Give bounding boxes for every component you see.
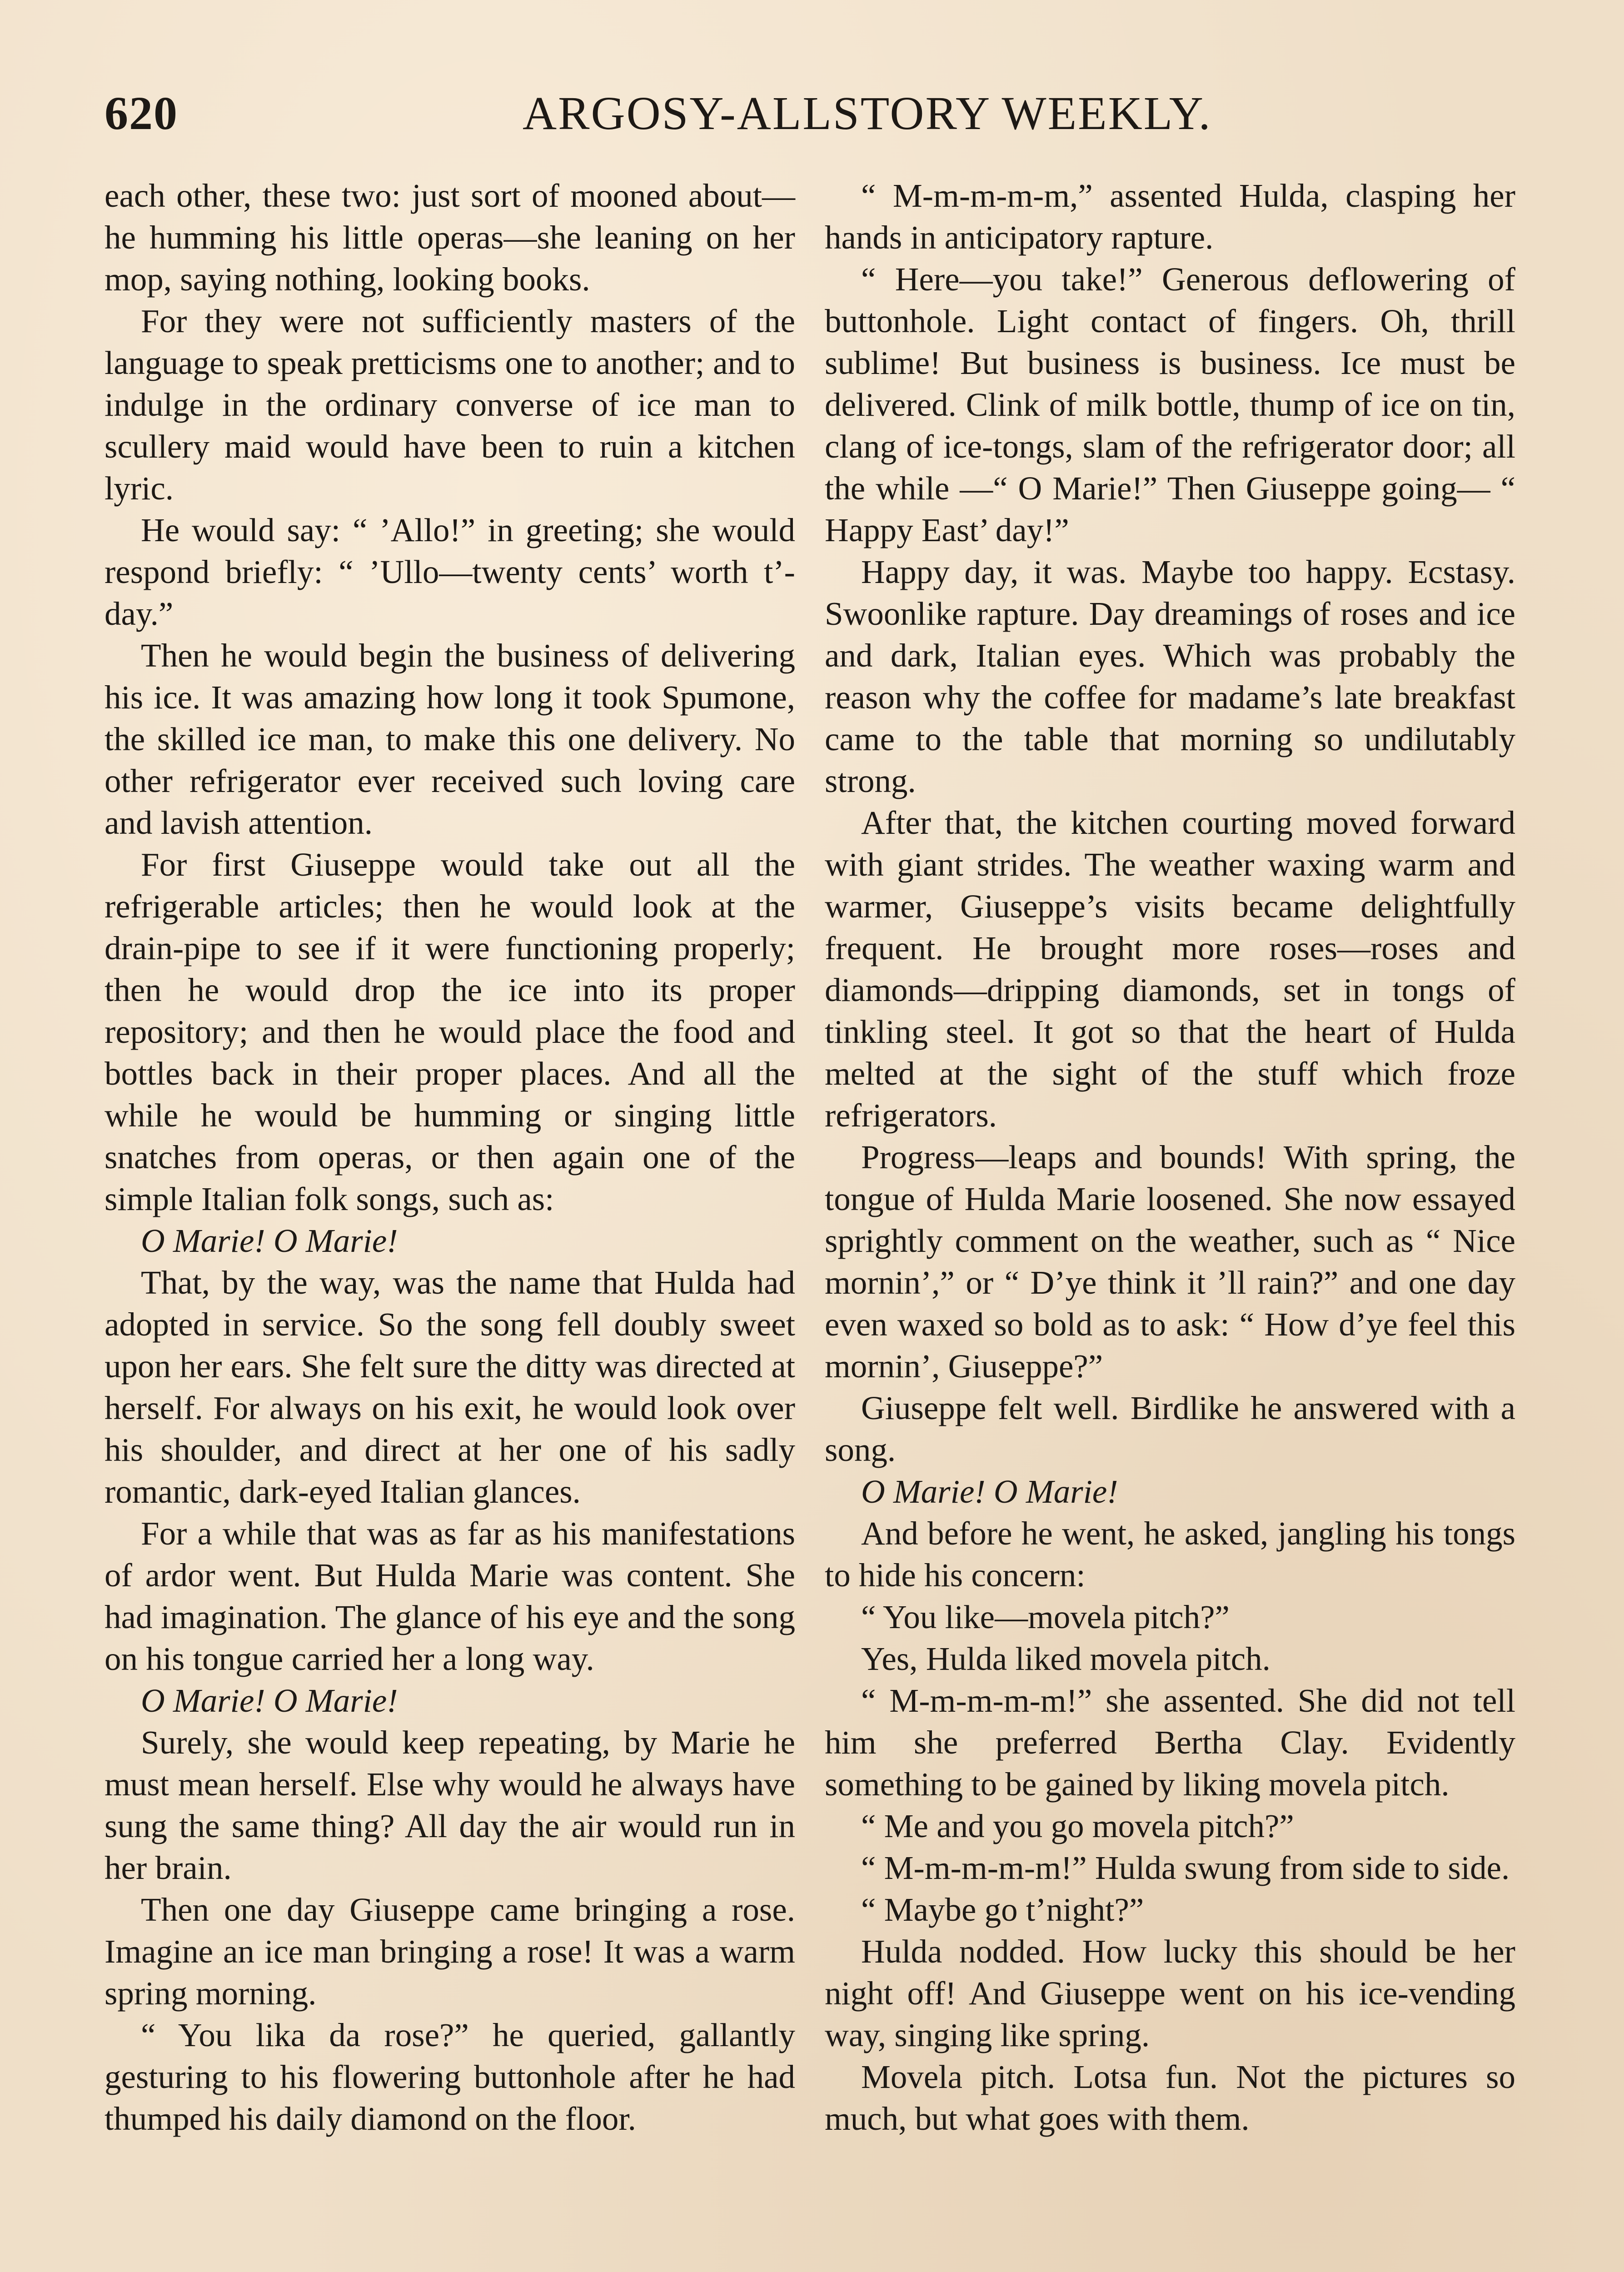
- song-line: O Marie! O Marie!: [861, 1473, 1118, 1510]
- paragraph: He would say: “ ’Allo!” in greeting; she would respond briefly: “ ’Ullo—twenty cents’ worth t’-day.”: [105, 512, 795, 632]
- paragraph: each other, these two: just sort of mooned about—he humming his little operas—she leaning on her mop, saying nothing, looking books.: [105, 177, 795, 298]
- paragraph: Giuseppe felt well. Birdlike he answered with a song.: [825, 1390, 1515, 1468]
- paragraph: Movela pitch. Lotsa fun. Not the pictures so much, but what goes with them.: [825, 2058, 1515, 2137]
- page-header: [0, 86, 1624, 150]
- song-line: O Marie! O Marie!: [141, 1682, 398, 1719]
- paragraph: “ Here—you take!” Generous deflowering of buttonhole. Light contact of fingers. Oh, thrill sublime! But business is business. Ice must be delivered. Clink of milk bottle, thump of ice on tin, clang of ice-tongs, slam of the refrigerator door; all the while —“ O Marie!” Then Giuseppe going— “ Happy East’ day!”: [825, 261, 1515, 548]
- left-column: [105, 175, 795, 2140]
- song-line: O Marie! O Marie!: [141, 1222, 398, 1259]
- paragraph: Yes, Hulda liked movela pitch.: [861, 1640, 1270, 1677]
- paragraph: Happy day, it was. Maybe too happy. Ecstasy. Swoonlike rapture. Day dreamings of roses and ice and dark, Italian eyes. Which was probably the reason why the coffee for madame’s late breakfast came to the table that morning so undilutably strong.: [825, 553, 1515, 799]
- paragraph: After that, the kitchen courting moved forward with giant strides. The weather waxing warm and warmer, Giuseppe’s visits became delightfully frequent. He brought more roses—roses and diamonds—dripping diamonds, set in tongs of tinkling steel. It got so that the heart of Hulda melted at the sight of the stuff which froze refrigerators.: [825, 804, 1515, 1134]
- paragraph: Hulda nodded. How lucky this should be her night off! And Giuseppe went on his ice-vending way, singing like spring.: [825, 1933, 1515, 2053]
- paragraph: Then he would begin the business of delivering his ice. It was amazing how long it took Spumone, the skilled ice man, to make this one delivery. No other refrigerator ever received such loving care and lavish attention.: [105, 637, 795, 841]
- paragraph: “ M-m-m-m-m!” she assented. She did not tell him she preferred Bertha Clay. Evidently something to be gained by liking movela pitch.: [825, 1682, 1515, 1803]
- paragraph: “ Me and you go movela pitch?”: [861, 1808, 1294, 1844]
- page-number: 620: [105, 87, 178, 140]
- paragraph: Then one day Giuseppe came bringing a rose. Imagine an ice man bringing a rose! It was a warm spring morning.: [105, 1891, 795, 2012]
- paragraph: For a while that was as far as his manifestations of ardor went. But Hulda Marie was content. She had imagination. The glance of his eye and the song on his tongue carried her a long way.: [105, 1515, 795, 1677]
- paragraph: “ You lika da rose?” he queried, gallantly gesturing to his flowering buttonhole after he had thumped his daily diamond on the floor.: [105, 2017, 795, 2137]
- paragraph: “ You like—movela pitch?”: [861, 1599, 1230, 1635]
- paragraph: “ Maybe go t’night?”: [861, 1891, 1144, 1928]
- paragraph: Progress—leaps and bounds! With spring, the tongue of Hulda Marie loosened. She now essayed sprightly comment on the weather, such as “ Nice mornin’,” or “ D’ye think it ’ll rain?” and one day even waxed so bold as to ask: “ How d’ye feel this mornin’, Giuseppe?”: [825, 1139, 1515, 1385]
- paragraph: For they were not sufficiently masters of the language to speak pretticisms one to another; and to indulge in the ordinary converse of ice man to scullery maid would have been to ruin a kitchen lyric.: [105, 303, 795, 507]
- running-head: ARGOSY-ALLSTORY WEEKLY.: [523, 87, 1212, 140]
- paragraph: “ M-m-m-m-m,” assented Hulda, clasping her hands in anticipatory rapture.: [825, 177, 1515, 256]
- paragraph: For first Giuseppe would take out all the refrigerable articles; then he would look at the drain-pipe to see if it were functioning properly; then he would drop the ice into its proper repository; and then he would place the food and bottles back in their proper places. And all the while he would be humming or singing little snatches from operas, or then again one of the simple Italian folk songs, such as:: [105, 846, 795, 1217]
- paragraph: That, by the way, was the name that Hulda had adopted in service. So the song fell doubly sweet upon her ears. She felt sure the ditty was directed at herself. For always on his exit, he would look over his shoulder, and direct at her one of his sadly romantic, dark-eyed Italian glances.: [105, 1264, 795, 1510]
- paragraph: Surely, she would keep repeating, by Marie he must mean herself. Else why would he always have sung the same thing? All day the air would run in her brain.: [105, 1724, 795, 1886]
- paragraph: “ M-m-m-m-m!” Hulda swung from side to side.: [861, 1849, 1510, 1886]
- right-column: [825, 175, 1515, 2140]
- paragraph: And before he went, he asked, jangling his tongs to hide his concern:: [825, 1515, 1515, 1594]
